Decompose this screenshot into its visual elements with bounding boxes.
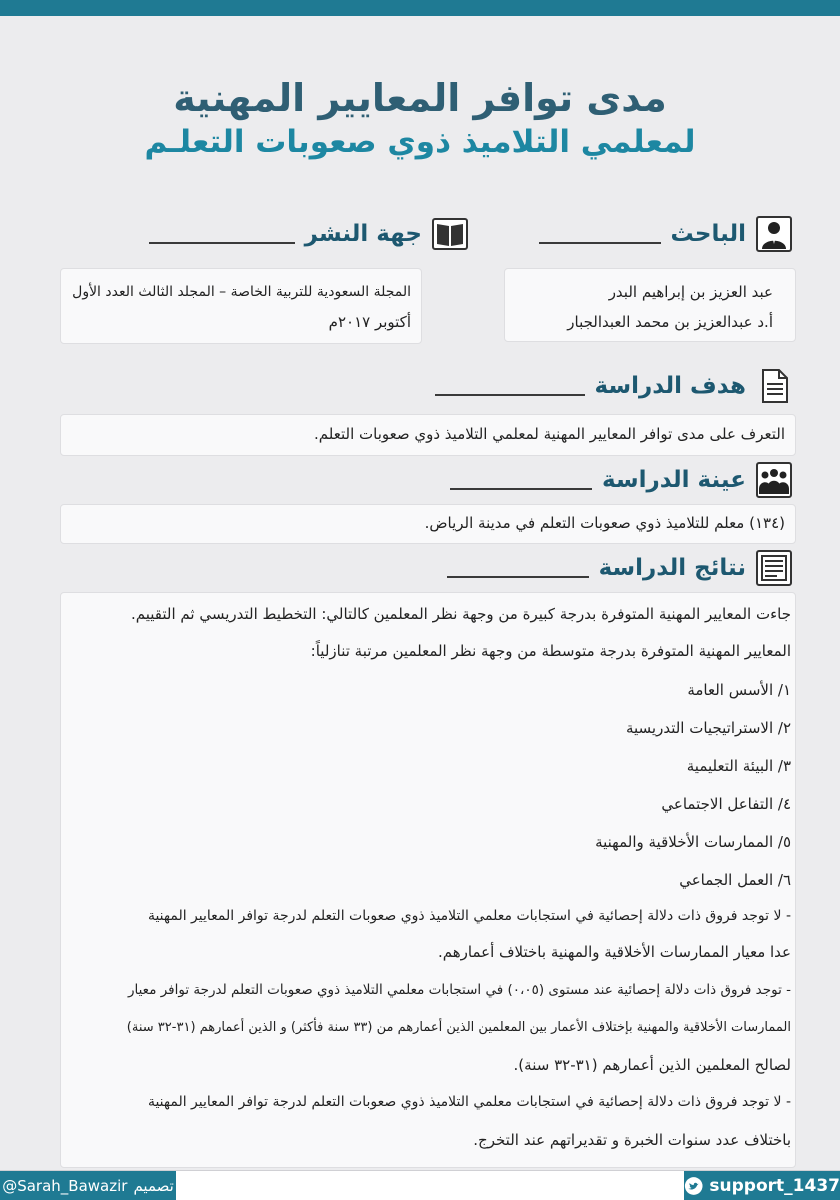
goal-label: هدف الدراسة — [594, 373, 746, 399]
result-line: ٥/ الممارسات الأخلاقية والمهنية — [595, 833, 791, 851]
publisher-heading — [149, 216, 468, 252]
book-icon — [432, 216, 468, 252]
designer-handle[interactable]: @Sarah_Bawazir — [2, 1176, 128, 1195]
page-title: مدى توافر المعايير المهنية — [173, 76, 667, 120]
researcher-box — [504, 268, 796, 342]
researcher-heading — [539, 216, 792, 252]
result-line: ١/ الأسس العامة — [687, 681, 791, 699]
result-line: باختلاف عدد سنوات الخبرة و تقديراتهم عند التخرج. — [473, 1131, 791, 1149]
sample-label: عينة الدراسة — [602, 467, 746, 493]
result-line: الممارسات الأخلاقية والمهنية بإختلاف الأعمار بين المعلمين الذين أعمارهم من (٣٣ سنة فأكثر) و الذين أعمارهم (٣١-٣٢ سنة) — [126, 1020, 791, 1035]
result-line: عدا معيار الممارسات الأخلاقية والمهنية باختلاف أعمارهم. — [437, 943, 791, 961]
heading-rule — [450, 488, 592, 490]
group-icon — [756, 462, 792, 498]
result-line: لصالح المعلمين الذين أعمارهم (٣١-٣٢ سنة). — [513, 1056, 791, 1074]
results-box — [60, 592, 796, 1168]
researcher-name-2: أ.د عبدالعزيز بن محمد العبدالجبار — [567, 313, 773, 331]
result-line: ٤/ التفاعل الاجتماعي — [661, 795, 791, 813]
goal-text: التعرف على مدى توافر المعايير المهنية لمعلمي التلاميذ ذوي صعوبات التعلم. — [314, 425, 785, 443]
heading-rule — [149, 242, 295, 244]
result-line: ٢/ الاستراتيجيات التدريسية — [625, 719, 791, 737]
person-icon — [756, 216, 792, 252]
result-line: - توجد فروق ذات دلالة إحصائية عند مستوى (٠،٠٥) في استجابات معلمي التلاميذ ذوي صعوبات التعلم لدرجة توافر معيار — [127, 982, 791, 998]
result-line: - لا توجد فروق ذات دلالة إحصائية في استجابات معلمي التلاميذ ذوي صعوبات التعلم لدرجة توافر المعايير المهنية — [147, 908, 791, 924]
twitter-icon — [684, 1175, 703, 1197]
support-handle[interactable]: support_1437 — [709, 1175, 840, 1196]
researcher-label: الباحث — [670, 221, 746, 247]
support-credit[interactable] — [684, 1171, 840, 1200]
top-accent-bar — [0, 0, 840, 16]
publisher-line-2: أكتوبر ٢٠١٧م — [328, 313, 411, 331]
report-icon — [756, 550, 792, 586]
results-heading — [447, 550, 792, 586]
page-subtitle: لمعلمي التلاميذ ذوي صعوبات التعلـم — [144, 124, 696, 160]
sample-heading — [450, 462, 792, 498]
designer-credit[interactable] — [0, 1171, 176, 1200]
document-icon — [756, 368, 792, 404]
result-line: جاءت المعايير المهنية المتوفرة بدرجة كبيرة من وجهة نظر المعلمين كالتالي: التخطيط التدريسي ثم التقييم. — [131, 605, 791, 623]
publisher-line-1: المجلة السعودية للتربية الخاصة – المجلد الثالث العدد الأول — [72, 284, 411, 300]
result-line: ٣/ البيئة التعليمية — [686, 757, 791, 775]
heading-rule — [447, 576, 589, 578]
publisher-label: جهة النشر — [304, 221, 422, 247]
result-line: المعايير المهنية المتوفرة بدرجة متوسطة من وجهة نظر المعلمين مرتبة تنازلياً: — [310, 642, 791, 660]
heading-rule — [435, 394, 585, 396]
results-label: نتائج الدراسة — [598, 555, 746, 581]
design-label: تصميم — [133, 1176, 174, 1195]
result-line: ٦/ العمل الجماعي — [679, 871, 791, 889]
publisher-box — [60, 268, 422, 344]
goal-heading — [435, 368, 792, 404]
researcher-name-1: عبد العزيز بن إبراهيم البدر — [608, 283, 773, 301]
goal-box — [60, 414, 796, 456]
sample-text: (١٣٤) معلم للتلاميذ ذوي صعوبات التعلم في مدينة الرياض. — [424, 514, 785, 532]
result-line: - لا توجد فروق ذات دلالة إحصائية في استجابات معلمي التلاميذ ذوي صعوبات التعلم لدرجة توافر المعايير المهنية — [147, 1094, 791, 1110]
heading-rule — [539, 242, 661, 244]
sample-box — [60, 504, 796, 544]
